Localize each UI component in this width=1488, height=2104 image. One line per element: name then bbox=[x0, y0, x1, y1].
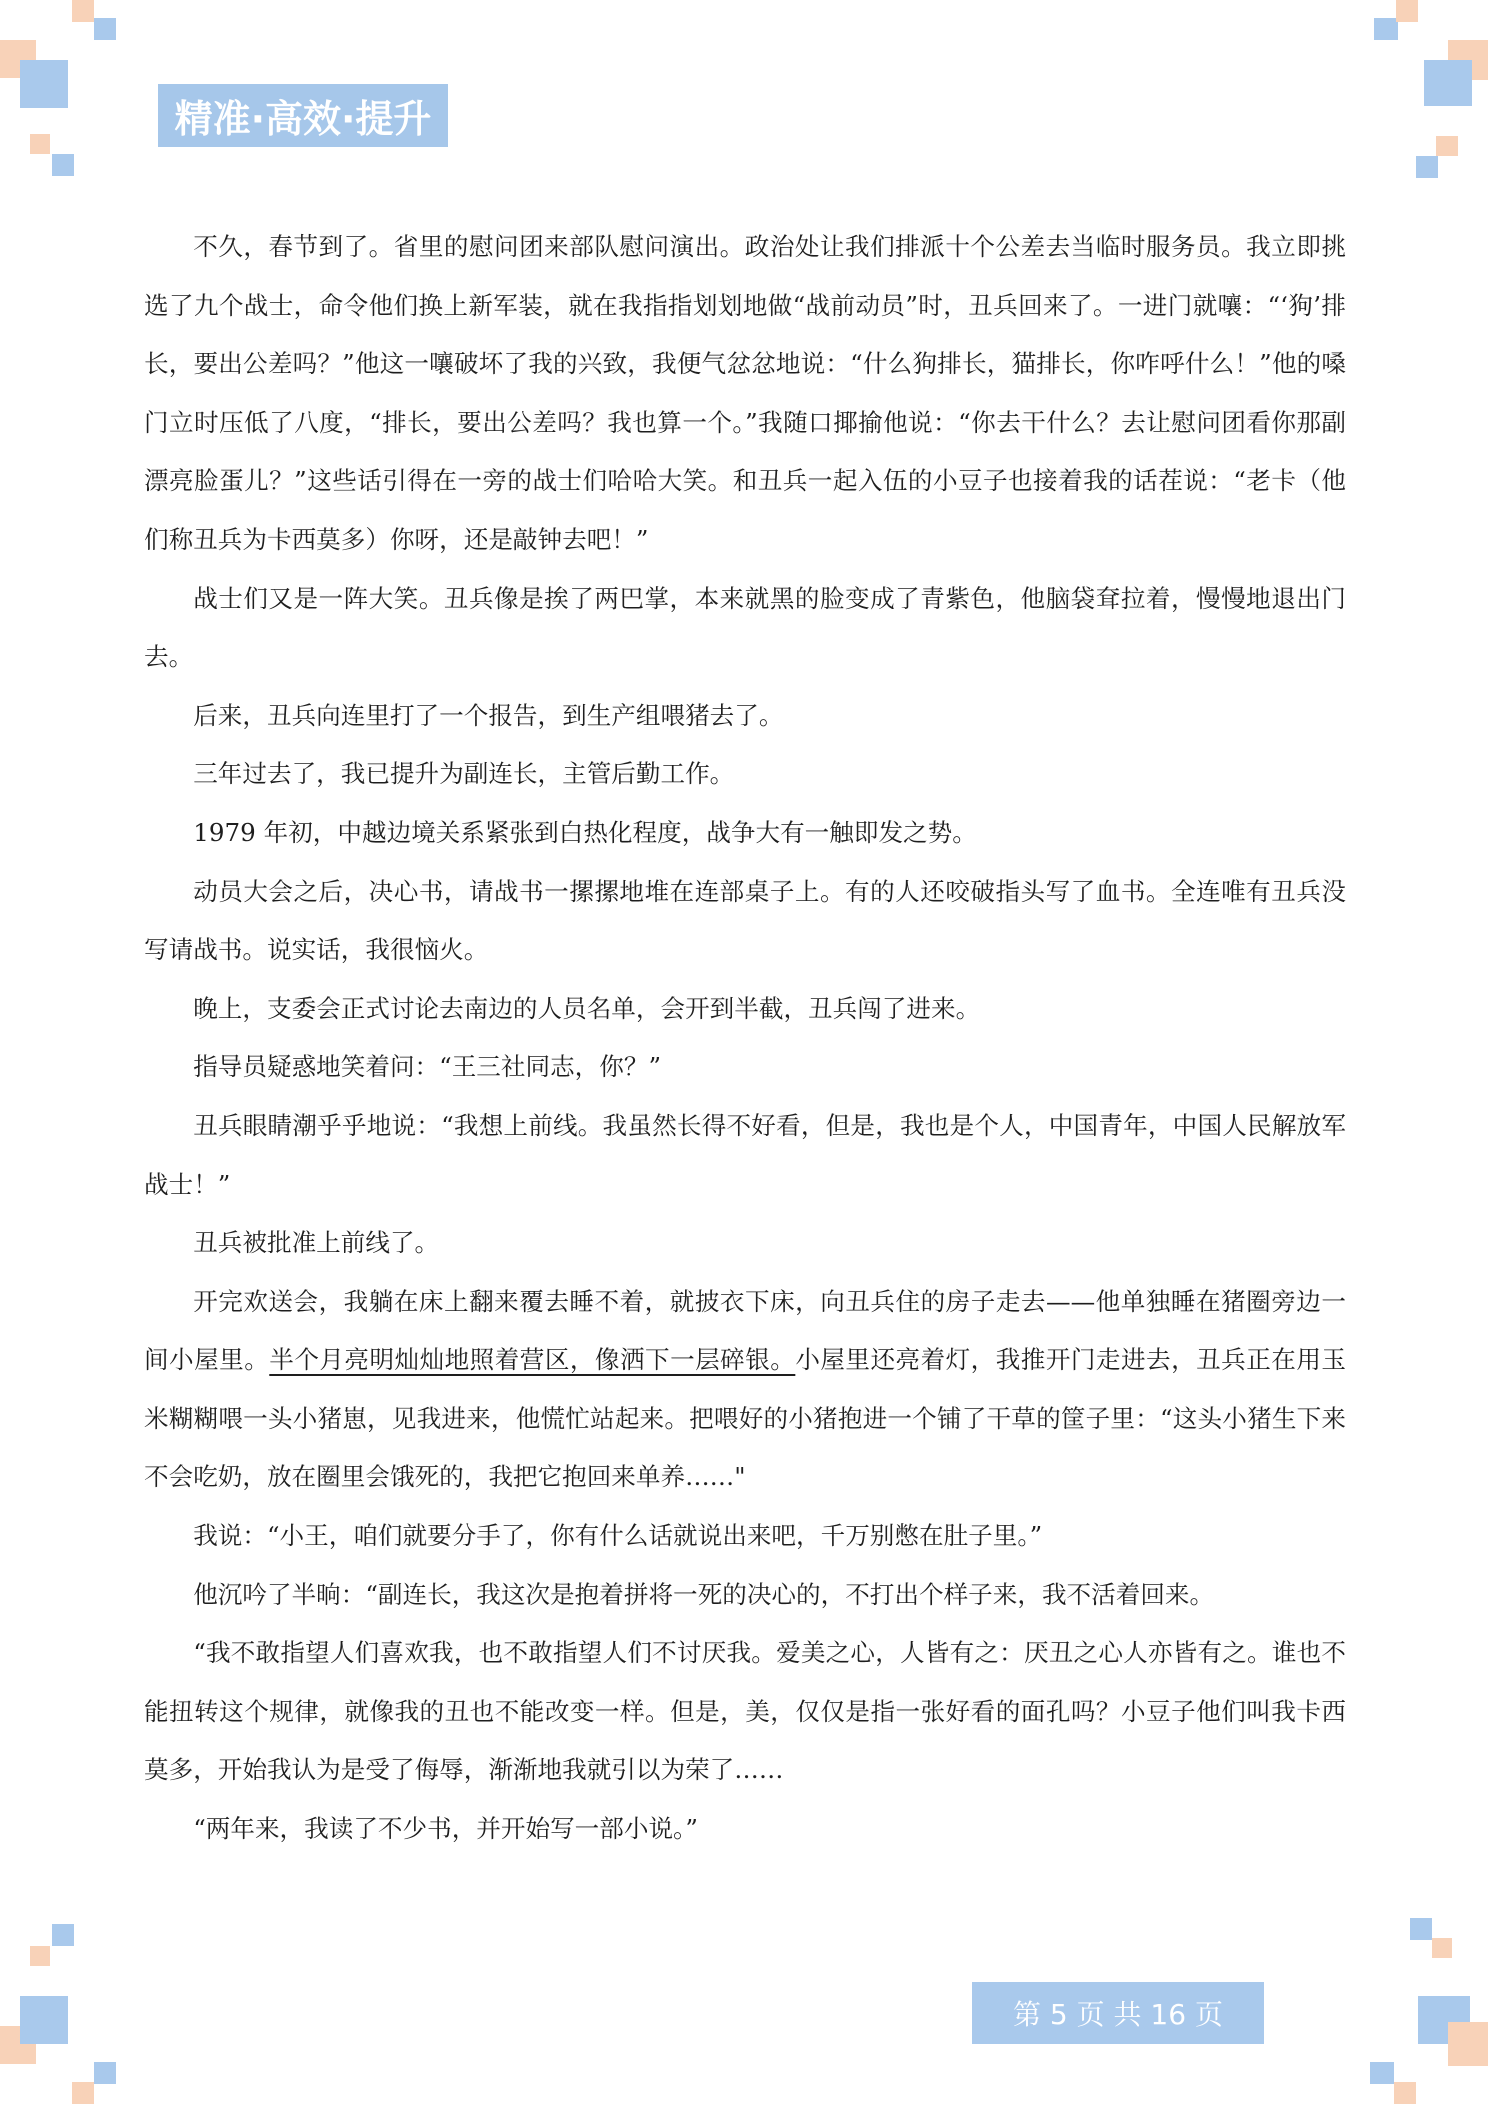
decor-square bbox=[20, 1996, 68, 2044]
paragraph: 指导员疑惑地笑着问：“王三社同志，你？” bbox=[193, 1052, 662, 1082]
paragraph: 战士们又是一阵大笑。丑兵像是挨了两巴掌，本来就黑的脸变成了青紫色，他脑袋耷拉着，慢慢地退出门去。 bbox=[144, 583, 1346, 672]
decor-square bbox=[30, 1946, 50, 1966]
decor-square bbox=[94, 2062, 116, 2084]
header-title: 精准·高效·提升 bbox=[174, 97, 432, 141]
paragraph: 晚上，支委会正式讨论去南边的人员名单，会开到半截，丑兵闯了进来。 bbox=[193, 993, 981, 1023]
paragraph: 我说：“小王，咱们就要分手了，你有什么话就说出来吧，千万别憋在肚子里。” bbox=[193, 1521, 1043, 1551]
article-body bbox=[144, 218, 1346, 1859]
decor-square bbox=[1424, 60, 1472, 106]
decor-square bbox=[1370, 2062, 1394, 2084]
decor-square bbox=[1410, 1918, 1432, 1940]
decor-square bbox=[30, 134, 50, 154]
decor-square bbox=[1396, 0, 1418, 22]
paragraph: 他沉吟了半晌：“副连长，我这次是抱着拼将一死的决心的，不打出个样子来，我不活着回来。 bbox=[193, 1579, 1215, 1609]
paragraph: 丑兵眼睛潮乎乎地说：“我想上前线。我虽然长得不好看，但是，我也是个人，中国青年，中国人民解放军战士！” bbox=[144, 1110, 1346, 1199]
paragraph: 1979 年初，中越边境关系紧张到白热化程度，战争大有一触即发之势。 bbox=[193, 817, 977, 847]
paragraph: “两年来，我读了不少书，并开始写一部小说。” bbox=[193, 1814, 698, 1844]
paragraph: 丑兵被批准上前线了。 bbox=[193, 1228, 440, 1258]
decor-square bbox=[52, 154, 74, 176]
paragraph-text: 小屋里还亮着灯，我推开门走进去，丑兵正在用玉米糊糊喂一头小猪崽，见我进来，他慌忙站起来。把喂好的小猪抱进一个铺了干草的筐子里：“这头小猪生下来不会吃奶，放在圈里会饿死的，我把它抱回来单养……" bbox=[144, 1345, 1346, 1492]
paragraph: 三年过去了，我已提升为副连长，主管后勤工作。 bbox=[193, 759, 735, 789]
paragraph-with-underline bbox=[144, 1273, 1346, 1507]
decor-square bbox=[52, 1924, 74, 1946]
decor-square bbox=[1432, 1938, 1452, 1958]
underlined-sentence: 半个月亮明灿灿地照着营区，像洒下一层碎银。 bbox=[269, 1345, 796, 1375]
page-number-label: 第 5 页 共 16 页 bbox=[1013, 1998, 1223, 2031]
paragraph: 动员大会之后，决心书，请战书一摞摞地堆在连部桌子上。有的人还咬破指头写了血书。全连唯有丑兵没写请战书。说实话，我很恼火。 bbox=[144, 876, 1346, 965]
decor-square bbox=[94, 18, 116, 40]
paragraph: “我不敢指望人们喜欢我，也不敢指望人们不讨厌我。爱美之心，人皆有之：厌丑之心人亦皆有之。谁也不能扭转这个规律，就像我的丑也不能改变一样。但是，美，仅仅是指一张好看的面孔吗？小豆子他们叫我卡西莫多，开始我认为是受了侮辱，渐渐地我就引以为荣了…… bbox=[144, 1638, 1346, 1785]
decor-square bbox=[1394, 2082, 1416, 2104]
decor-square bbox=[1416, 156, 1438, 178]
decor-square bbox=[20, 60, 68, 108]
page-indicator bbox=[972, 1982, 1264, 2044]
paragraph: 不久，春节到了。省里的慰问团来部队慰问演出。政治处让我们排派十个公差去当临时服务员。我立即挑选了九个战士，命令他们换上新军装，就在我指指划划地做“战前动员”时，丑兵回来了。一进门就嚷：“‘狗’排长，要出公差吗？”他这一嚷破坏了我的兴致，我便气忿忿地说：“什么狗排长，猫排长，你咋呼什么！”他的嗓门立时压低了八度，“排长，要出公差吗？我也算一个。”我随口揶揄他说：“你去干什么？去让慰问团看你那副漂亮脸蛋儿？”这些话引得在一旁的战士们哈哈大笑。和丑兵一起入伍的小豆子也接着我的话茬说：“老卡（他们称丑兵为卡西莫多）你呀，还是敲钟去吧！” bbox=[144, 232, 1346, 554]
decor-square bbox=[1374, 18, 1398, 40]
decor-square bbox=[72, 0, 94, 22]
paragraph: 后来，丑兵向连里打了一个报告，到生产组喂猪去了。 bbox=[193, 700, 784, 730]
paragraph-text: 开完欢送会，我躺在床上翻来覆去睡不着，就披衣下床，向丑兵住的房子走去——他单独睡在猪圈旁边一间小屋里。 bbox=[144, 1286, 1346, 1375]
decor-square bbox=[1436, 136, 1458, 156]
decor-square bbox=[1448, 2022, 1488, 2066]
header-title-badge bbox=[158, 84, 448, 147]
decor-square bbox=[72, 2082, 94, 2104]
